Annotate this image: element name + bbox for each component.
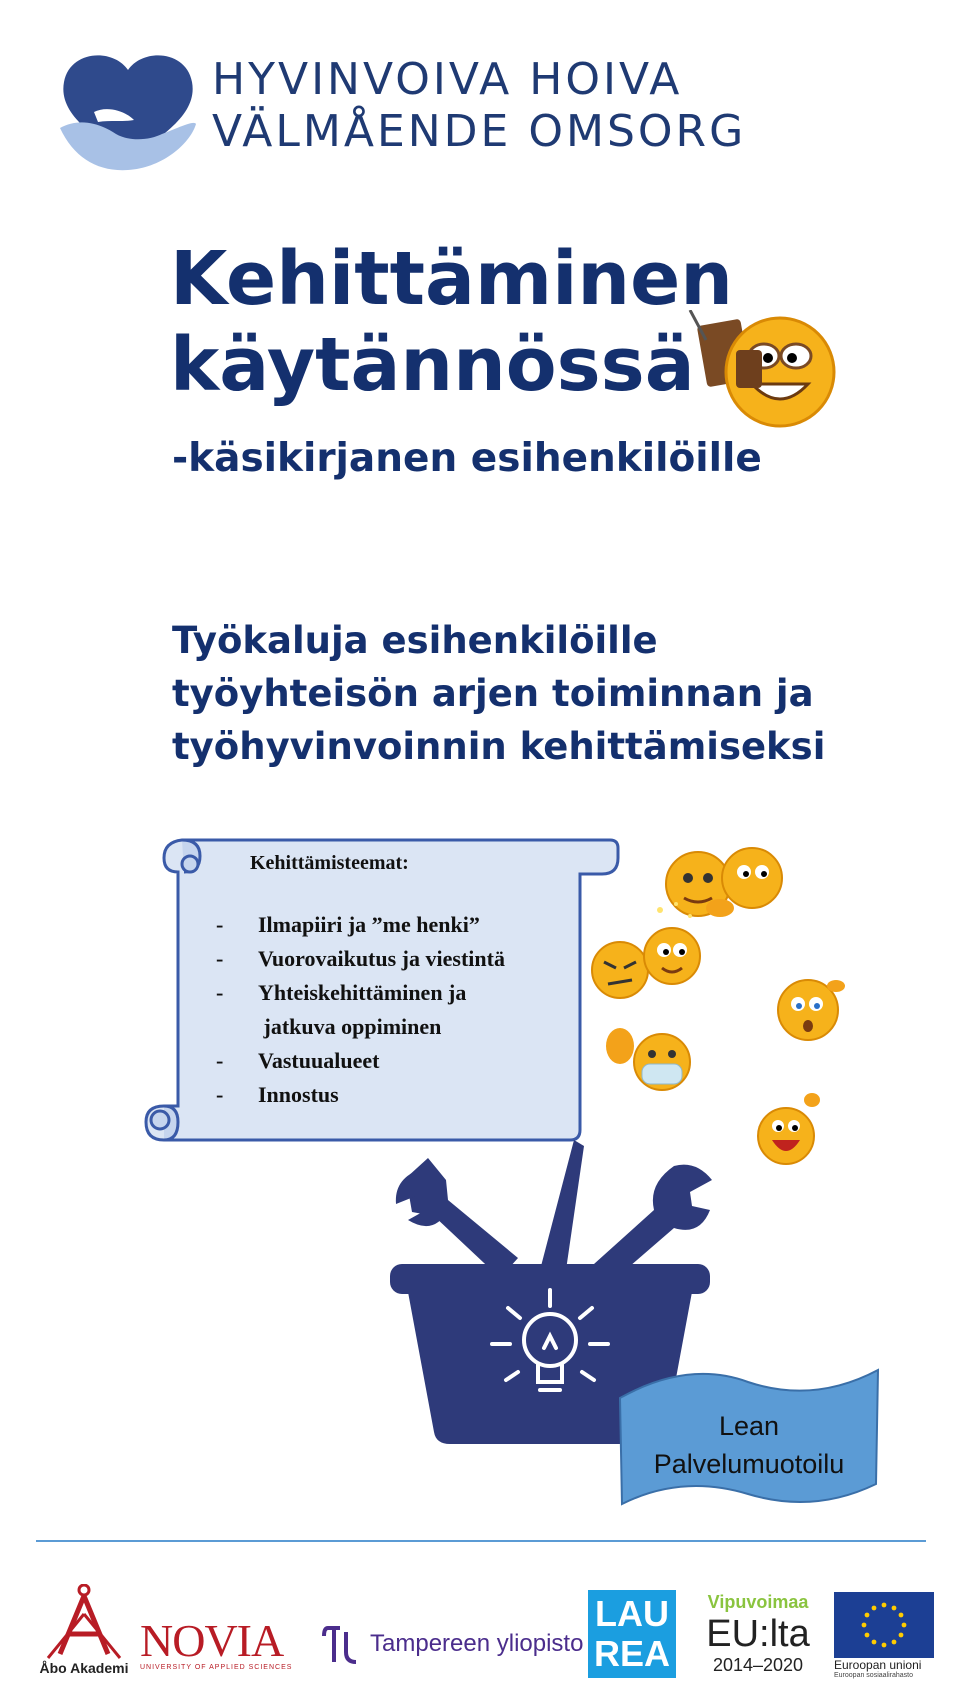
novia-wordmark: NOVIA <box>140 1615 284 1666</box>
emoji-notebook-icon <box>680 310 850 430</box>
abo-akademi-label: Åbo Akademi <box>39 1660 129 1676</box>
list-item: - Innostus <box>216 1082 339 1107</box>
tools-heading-line-1: Työkaluja esihenkilöille <box>172 619 658 662</box>
list-item: - Vastuualueet <box>216 1048 380 1073</box>
laurea-line-1: LAU <box>595 1593 669 1634</box>
vipuvoimaa-label: Vipuvoimaa <box>707 1592 809 1612</box>
logo-line-2: VÄLMÅENDE OMSORG <box>212 106 747 157</box>
abo-akademi-icon <box>34 1584 134 1660</box>
years-label: 2014–2020 <box>712 1655 804 1675</box>
banner-line-1: Lean <box>718 1411 780 1441</box>
list-item: - Yhteiskehittäminen ja <box>216 980 467 1005</box>
eu-flag-icon <box>834 1592 934 1658</box>
laurea-logo <box>588 1590 676 1678</box>
tools-heading-line-2: työyhteisön arjen toiminnan ja <box>172 672 814 715</box>
list-item: - Vuorovaikutus ja viestintä <box>216 946 505 971</box>
abo-akademi-logo <box>34 1584 134 1684</box>
tampere-label: Tampereen yliopisto <box>370 1630 584 1657</box>
laurea-line-2: REA <box>593 1633 670 1674</box>
tampere-logo <box>320 1622 583 1666</box>
eu-union-label: Euroopan unioni <box>834 1658 922 1672</box>
vipuvoimaa-logo <box>698 1592 818 1676</box>
list-item: jatkuva oppiminen <box>258 1014 442 1039</box>
logo-line-1: HYVINVOIVA HOIVA <box>212 54 683 105</box>
title-line-1: Kehittäminen <box>170 236 733 322</box>
subtitle: -käsikirjanen esihenkilöille <box>172 436 762 481</box>
banner-line-2: Palvelumuotoilu <box>653 1449 845 1479</box>
footer-divider <box>36 1540 926 1542</box>
list-item: - Ilmapiiri ja ”me henki” <box>216 912 480 937</box>
eu-logo <box>834 1592 934 1679</box>
eu-fund-label: Euroopan sosiaalirahasto <box>834 1672 913 1679</box>
eu-lta-label: EU:lta <box>706 1613 810 1655</box>
title-line-2: käytännössä <box>170 322 695 408</box>
heart-hand-icon <box>58 48 198 172</box>
novia-subtitle: UNIVERSITY OF APPLIED SCIENCES <box>140 1664 293 1671</box>
tools-heading-line-3: työhyvinvoinnin kehittämiseksi <box>172 725 826 768</box>
emoji-cluster-icon <box>580 846 880 1176</box>
themes-list <box>216 908 546 1112</box>
novia-logo <box>140 1615 300 1671</box>
themes-heading: Kehittämisteemat: <box>250 852 409 874</box>
tampere-icon <box>320 1622 364 1666</box>
